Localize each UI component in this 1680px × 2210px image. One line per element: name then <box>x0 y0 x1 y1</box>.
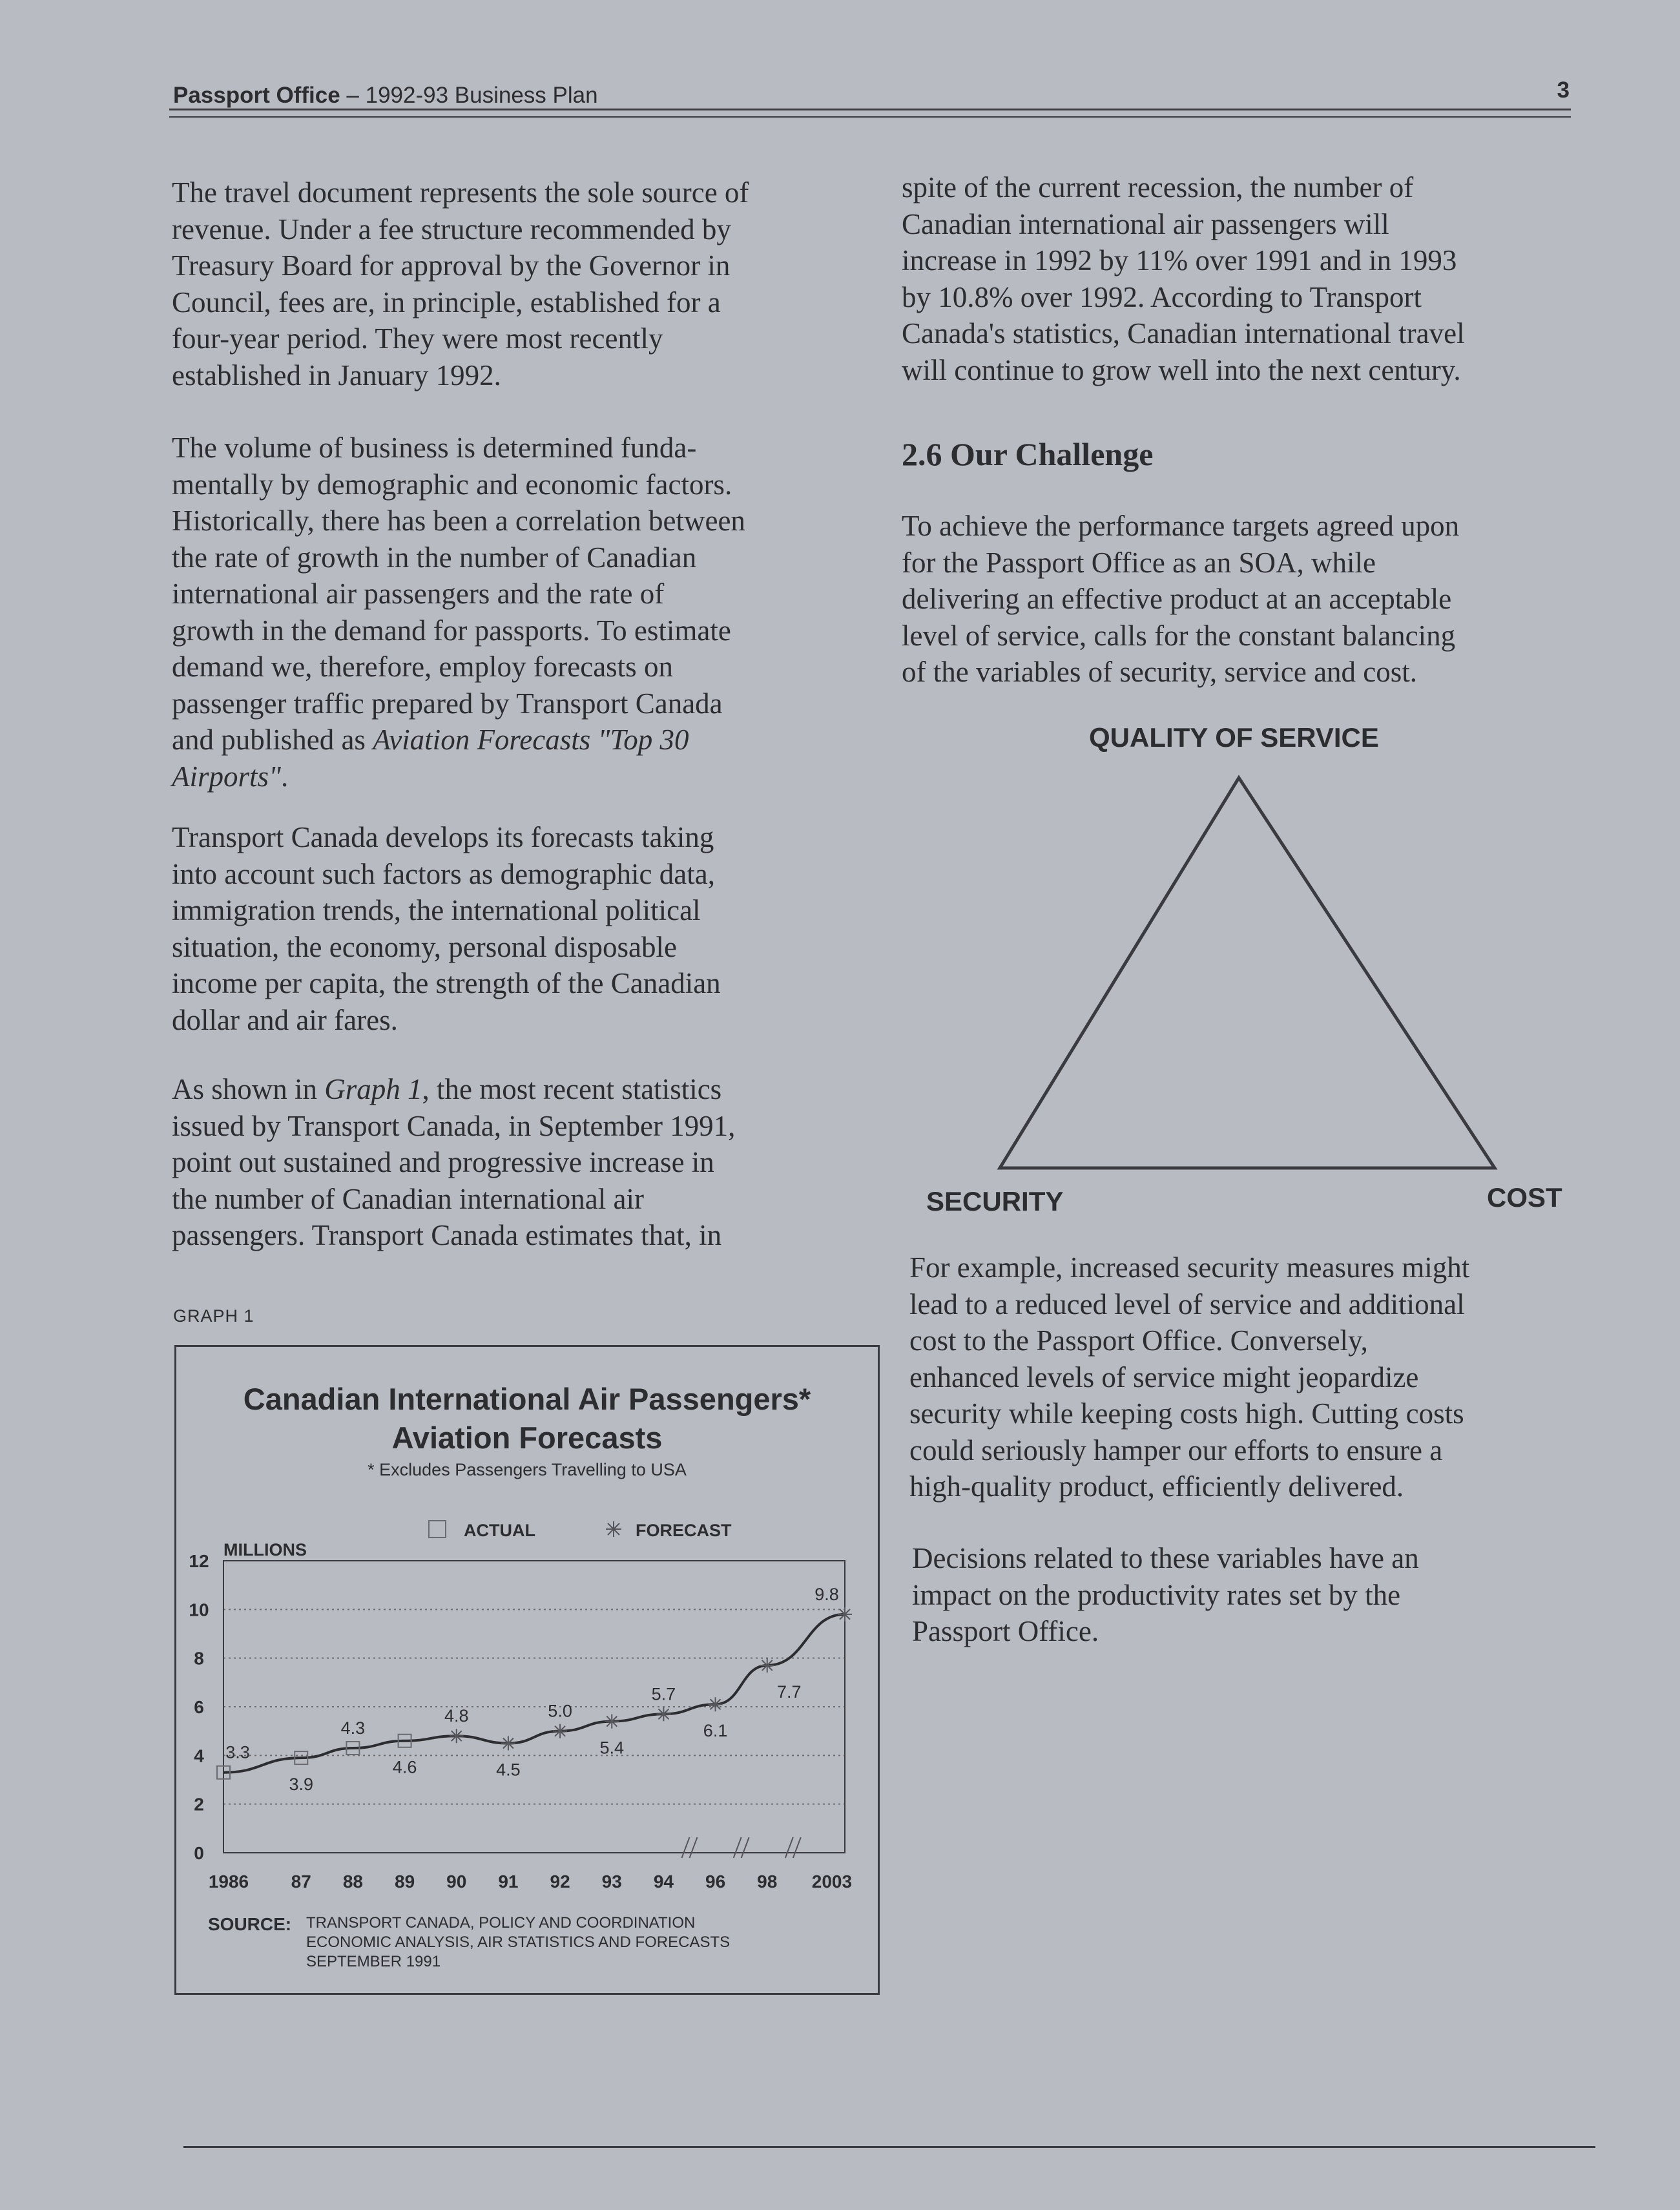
text-line <box>172 758 745 795</box>
source-lines <box>306 1913 730 1972</box>
data-label: 4.5 <box>496 1760 521 1780</box>
header-office: Passport Office <box>173 83 340 108</box>
forecast-point <box>450 1729 464 1743</box>
y-tick-label: 0 <box>194 1843 204 1863</box>
publication-title-end: Airports" <box>172 760 281 793</box>
axis-breaks <box>682 1837 801 1858</box>
text-line: The volume of business is determined funda- <box>172 432 697 464</box>
right-paragraph-2 <box>902 508 1459 691</box>
triangle-right-label: COST <box>1487 1182 1562 1213</box>
data-label: 5.7 <box>651 1684 676 1704</box>
text-line: lead to a reduced level of service and additional <box>909 1287 1465 1320</box>
triangle-shape <box>1000 778 1495 1168</box>
x-tick-label: 92 <box>550 1871 570 1892</box>
forecast-point <box>553 1724 567 1738</box>
text-line: by 10.8% over 1992. According to Transport <box>902 280 1422 313</box>
text-line: For example, increased security measures might <box>909 1251 1470 1284</box>
text-line: spite of the current recession, the number of <box>902 171 1414 203</box>
text-line: high-quality product, efficiently delivered. <box>909 1470 1404 1503</box>
text-line: The travel document represents the sole source of <box>172 176 749 209</box>
x-tick-label: 93 <box>601 1871 622 1892</box>
data-labels <box>225 1585 839 1794</box>
data-label: 5.4 <box>599 1738 625 1758</box>
text-line: passenger traffic prepared by Transport Canada <box>172 687 723 720</box>
text-line: passengers. Transport Canada estimates that, in <box>172 1219 722 1251</box>
x-tick-label: 87 <box>291 1871 311 1892</box>
axis-break <box>785 1837 793 1858</box>
header-title <box>173 83 598 109</box>
text-line: security while keeping costs high. Cutting costs <box>909 1397 1464 1430</box>
data-label: 4.6 <box>392 1757 417 1777</box>
axis-break <box>734 1837 741 1858</box>
text-line: dollar and air fares. <box>172 1003 398 1036</box>
x-tick-label: 96 <box>705 1871 726 1892</box>
data-label: 4.8 <box>444 1706 469 1726</box>
x-tick-label: 90 <box>446 1871 467 1892</box>
axis-break <box>690 1837 698 1858</box>
data-label: 3.9 <box>289 1775 314 1795</box>
forecast-point <box>501 1736 515 1751</box>
text-line: issued by Transport Canada, in September 1991, <box>172 1109 736 1142</box>
y-tick-label: 8 <box>194 1648 204 1669</box>
legend-actual-label: ACTUAL <box>464 1521 535 1540</box>
text-line: Canada's statistics, Canadian international travel <box>902 317 1465 349</box>
source-line: ECONOMIC ANALYSIS, AIR STATISTICS AND FORECASTS <box>306 1934 731 1951</box>
forecast-point <box>709 1697 723 1711</box>
source-label: SOURCE: <box>208 1914 292 1934</box>
x-tick-label: 94 <box>653 1871 674 1892</box>
chart-source <box>208 1913 854 1985</box>
y-tick-label: 4 <box>194 1746 204 1766</box>
line-chart <box>174 1345 880 1995</box>
text-line: To achieve the performance targets agreed upon <box>902 510 1460 542</box>
text-line: established in January 1992. <box>172 359 501 391</box>
graph-label: GRAPH 1 <box>173 1306 254 1326</box>
y-tick-label: 6 <box>194 1697 204 1717</box>
data-marks <box>217 1607 852 1779</box>
text-line: growth in the demand for passports. To estimate <box>172 614 731 647</box>
text-line: could seriously hamper our efforts to ensure a <box>909 1433 1443 1466</box>
text-line <box>172 1071 735 1108</box>
axis-break <box>682 1837 690 1858</box>
footer-rule <box>183 2146 1595 2148</box>
x-tick-label: 88 <box>342 1871 363 1892</box>
chart-subtitle: Aviation Forecasts <box>391 1421 663 1455</box>
text-line: Transport Canada develops its forecasts taking <box>172 821 714 853</box>
text-fragment: . <box>280 760 289 793</box>
text-line: Passport Office. <box>912 1615 1099 1647</box>
left-paragraph-1 <box>172 174 749 393</box>
data-label: 9.8 <box>814 1584 839 1604</box>
text-fragment: and published as <box>172 724 373 756</box>
text-line: Canadian international air passengers will <box>902 207 1389 240</box>
axis-break <box>741 1837 749 1858</box>
text-line: mentally by demographic and economic factors. <box>172 468 732 501</box>
data-label: 3.3 <box>225 1742 250 1762</box>
source-line: SEPTEMBER 1991 <box>306 1953 441 1970</box>
right-paragraph-4 <box>912 1540 1419 1650</box>
text-line: point out sustained and progressive increase in <box>172 1146 714 1178</box>
text-line <box>172 722 745 758</box>
left-paragraph-4 <box>172 1071 735 1254</box>
text-line: cost to the Passport Office. Conversely, <box>909 1324 1368 1357</box>
source-line: TRANSPORT CANADA, POLICY AND COORDINATION <box>306 1914 696 1932</box>
text-line: international air passengers and the rate of <box>172 578 665 610</box>
y-ticks <box>189 1551 209 1863</box>
y-tick-label: 2 <box>194 1794 204 1815</box>
text-line: for the Passport Office as an SOA, while <box>902 546 1376 579</box>
text-line: Council, fees are, in principle, established for a <box>172 286 721 318</box>
page-number: 3 <box>1557 78 1570 103</box>
graph-reference: Graph 1 <box>324 1073 422 1105</box>
publication-title: Aviation Forecasts "Top 30 <box>373 724 689 756</box>
y-axis-label: MILLIONS <box>223 1540 307 1559</box>
text-line: Decisions related to these variables have an <box>912 1542 1419 1574</box>
text-line: into account such factors as demographic data, <box>172 857 715 890</box>
x-tick-label: 91 <box>498 1871 519 1892</box>
left-paragraph-3 <box>172 819 721 1038</box>
data-label: 7.7 <box>776 1682 802 1702</box>
legend-forecast-marker <box>606 1521 621 1537</box>
text-line: increase in 1992 by 11% over 1991 and in 1993 <box>902 244 1457 276</box>
x-tick-label: 89 <box>395 1871 415 1892</box>
text-fragment: , the most recent statistics <box>422 1073 722 1105</box>
triangle-diagram <box>969 762 1511 1189</box>
legend <box>429 1521 732 1540</box>
page-header <box>169 78 1570 116</box>
text-line: of the variables of security, service and cost. <box>902 656 1418 688</box>
text-line: enhanced levels of service might jeopardize <box>909 1360 1419 1393</box>
axis-break <box>793 1837 801 1858</box>
text-line: the rate of growth in the number of Canadian <box>172 541 697 574</box>
text-line: Historically, there has been a correlation between <box>172 505 745 537</box>
x-tick-label: 98 <box>757 1871 778 1892</box>
data-label: 6.1 <box>703 1721 728 1741</box>
triangle-top-label: QUALITY OF SERVICE <box>1089 722 1379 753</box>
right-paragraph-1 <box>902 169 1465 388</box>
triangle-left-label: SECURITY <box>926 1186 1064 1216</box>
legend-actual-swatch <box>429 1521 446 1538</box>
chart-note: * Excludes Passengers Travelling to USA <box>368 1460 687 1479</box>
chart-title: Canadian International Air Passengers* <box>243 1382 811 1416</box>
text-line: will continue to grow well into the next century. <box>902 353 1461 386</box>
forecast-point <box>838 1607 852 1621</box>
left-paragraph-2 <box>172 430 745 795</box>
text-line: demand we, therefore, employ forecasts on <box>172 651 673 683</box>
text-line: situation, the economy, personal disposable <box>172 930 677 963</box>
data-label: 5.0 <box>548 1701 572 1721</box>
x-tick-label: 2003 <box>811 1871 853 1892</box>
y-tick-label: 12 <box>189 1551 209 1571</box>
text-fragment: As shown in <box>172 1073 325 1105</box>
x-ticks <box>209 1871 852 1892</box>
y-tick-label: 10 <box>189 1600 209 1620</box>
text-line: delivering an effective product at an acceptable <box>902 583 1452 615</box>
data-label: 4.3 <box>340 1718 366 1738</box>
text-line: Treasury Board for approval by the Governor in <box>172 249 731 282</box>
legend-forecast-label: FORECAST <box>636 1521 732 1540</box>
text-line: immigration trends, the international political <box>172 894 701 926</box>
section-heading: 2.6 Our Challenge <box>902 436 1154 472</box>
series-line <box>223 1614 845 1773</box>
forecast-point <box>605 1715 619 1729</box>
text-line: the number of Canadian international air <box>172 1182 644 1215</box>
grid-layer <box>223 1561 845 1804</box>
header-rule-thin <box>169 116 1571 118</box>
text-line: income per capita, the strength of the Canadian <box>172 967 721 999</box>
text-line: four-year period. They were most recently <box>172 322 663 355</box>
header-rule <box>169 109 1571 110</box>
text-line: revenue. Under a fee structure recommended by <box>172 213 731 245</box>
x-tick-label: 1986 <box>208 1871 249 1892</box>
forecast-point <box>656 1707 670 1721</box>
header-plan: – 1992-93 Business Plan <box>340 83 598 108</box>
text-line: level of service, calls for the constant balancing <box>902 619 1456 652</box>
right-paragraph-3 <box>909 1249 1469 1505</box>
text-line: impact on the productivity rates set by the <box>912 1578 1401 1611</box>
forecast-point <box>760 1658 774 1673</box>
